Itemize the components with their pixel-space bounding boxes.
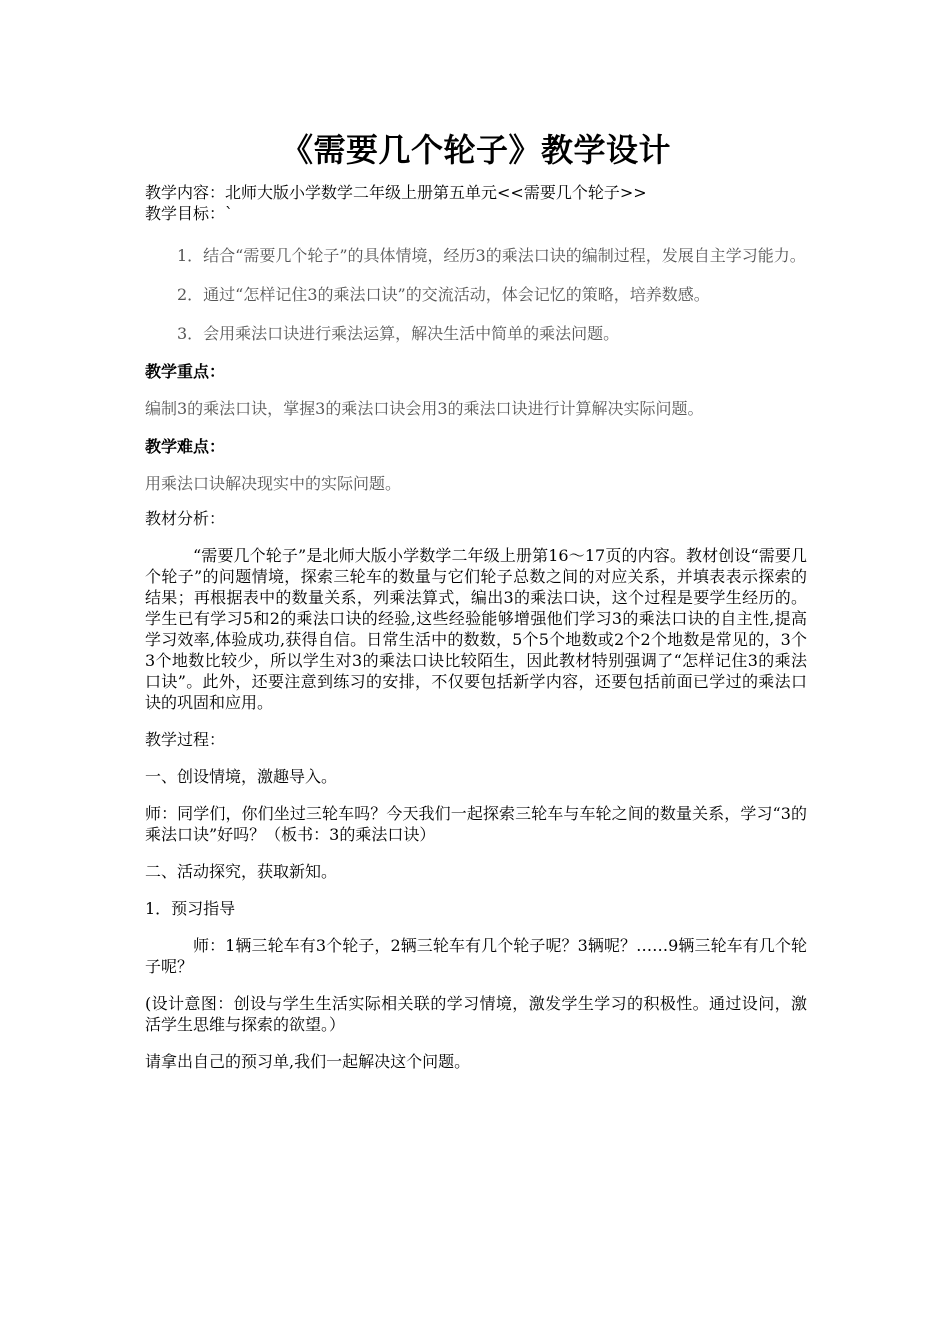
key-points-heading: 教学重点：: [145, 362, 226, 381]
section-1-heading: 一、创设情境，激趣导入。: [145, 767, 338, 786]
objectives-heading: 教学目标：`: [145, 204, 234, 223]
subsection-1-text: 师：1辆三轮车有3个轮子，2辆三轮车有几个轮子呢？3辆呢？……9辆三轮车有几个轮子呢？: [145, 936, 807, 976]
design-intent-note: (设计意图：创设与学生生活实际相关联的学习情境，激发学生学习的积极性。通过设问，激活学生思维与探索的欲望。）: [145, 994, 807, 1034]
section-1-text: 师：同学们，你们坐过三轮车吗？今天我们一起探索三轮车与车轮之间的数量关系，学习“3的乘法口诀”好吗？（板书：3的乘法口诀）: [145, 804, 807, 844]
subsection-1-heading: 1．预习指导: [145, 899, 236, 918]
objective-item-1: 1．结合“需要几个轮子”的具体情境，经历3的乘法口诀的编制过程，发展自主学习能力。: [177, 246, 806, 265]
closing-text: 请拿出自己的预习单,我们一起解决这个问题。: [145, 1052, 471, 1071]
objective-item-2: 2．通过“怎样记住3的乘法口诀”的交流活动，体会记忆的策略，培养数感。: [177, 285, 710, 304]
document-page: [145, 128, 807, 1072]
difficulty-text: 用乘法口诀解决现实中的实际问题。: [145, 474, 402, 493]
analysis-heading: 教材分析：: [145, 509, 226, 528]
difficulty-heading: 教学难点：: [145, 437, 226, 456]
document-title: 《需要几个轮子》教学设计: [280, 131, 671, 169]
analysis-text: “需要几个轮子”是北师大版小学数学二年级上册第16～17页的内容。教材创设“需要几个轮子”的问题情境，探索三轮车的数量与它们轮子总数之间的对应关系，并填表表示探索的结果；再根据表中的数量关系，列乘法算式，编出3的乘法口诀，这个过程是要学生经历的。学生已有学习5和2的乘法口诀的经验,这些经验能够增强他们学习3的乘法口诀的自主性,提高学习效率,体验成功,获得自信。日常生活中的数数，5个5个地数或2个2个地数是常见的，3个3个地数比较少，所以学生对3的乘法口诀比较陌生，因此教材特别强调了“怎样记住3的乘法口诀”。此外，还要注意到练习的安排，不仅要包括新学内容，还要包括前面已学过的乘法口诀的巩固和应用。: [145, 546, 807, 712]
objective-item-3: 3．会用乘法口诀进行乘法运算，解决生活中简单的乘法问题。: [177, 324, 620, 343]
section-2-heading: 二、活动探究，获取新知。: [145, 862, 338, 881]
process-heading: 教学过程：: [145, 730, 226, 749]
key-points-text: 编制3的乘法口诀，掌握3的乘法口诀会用3的乘法口诀进行计算解决实际问题。: [145, 399, 704, 418]
teaching-content-line: 教学内容：北师大版小学数学二年级上册第五单元<<需要几个轮子>>: [145, 183, 647, 202]
